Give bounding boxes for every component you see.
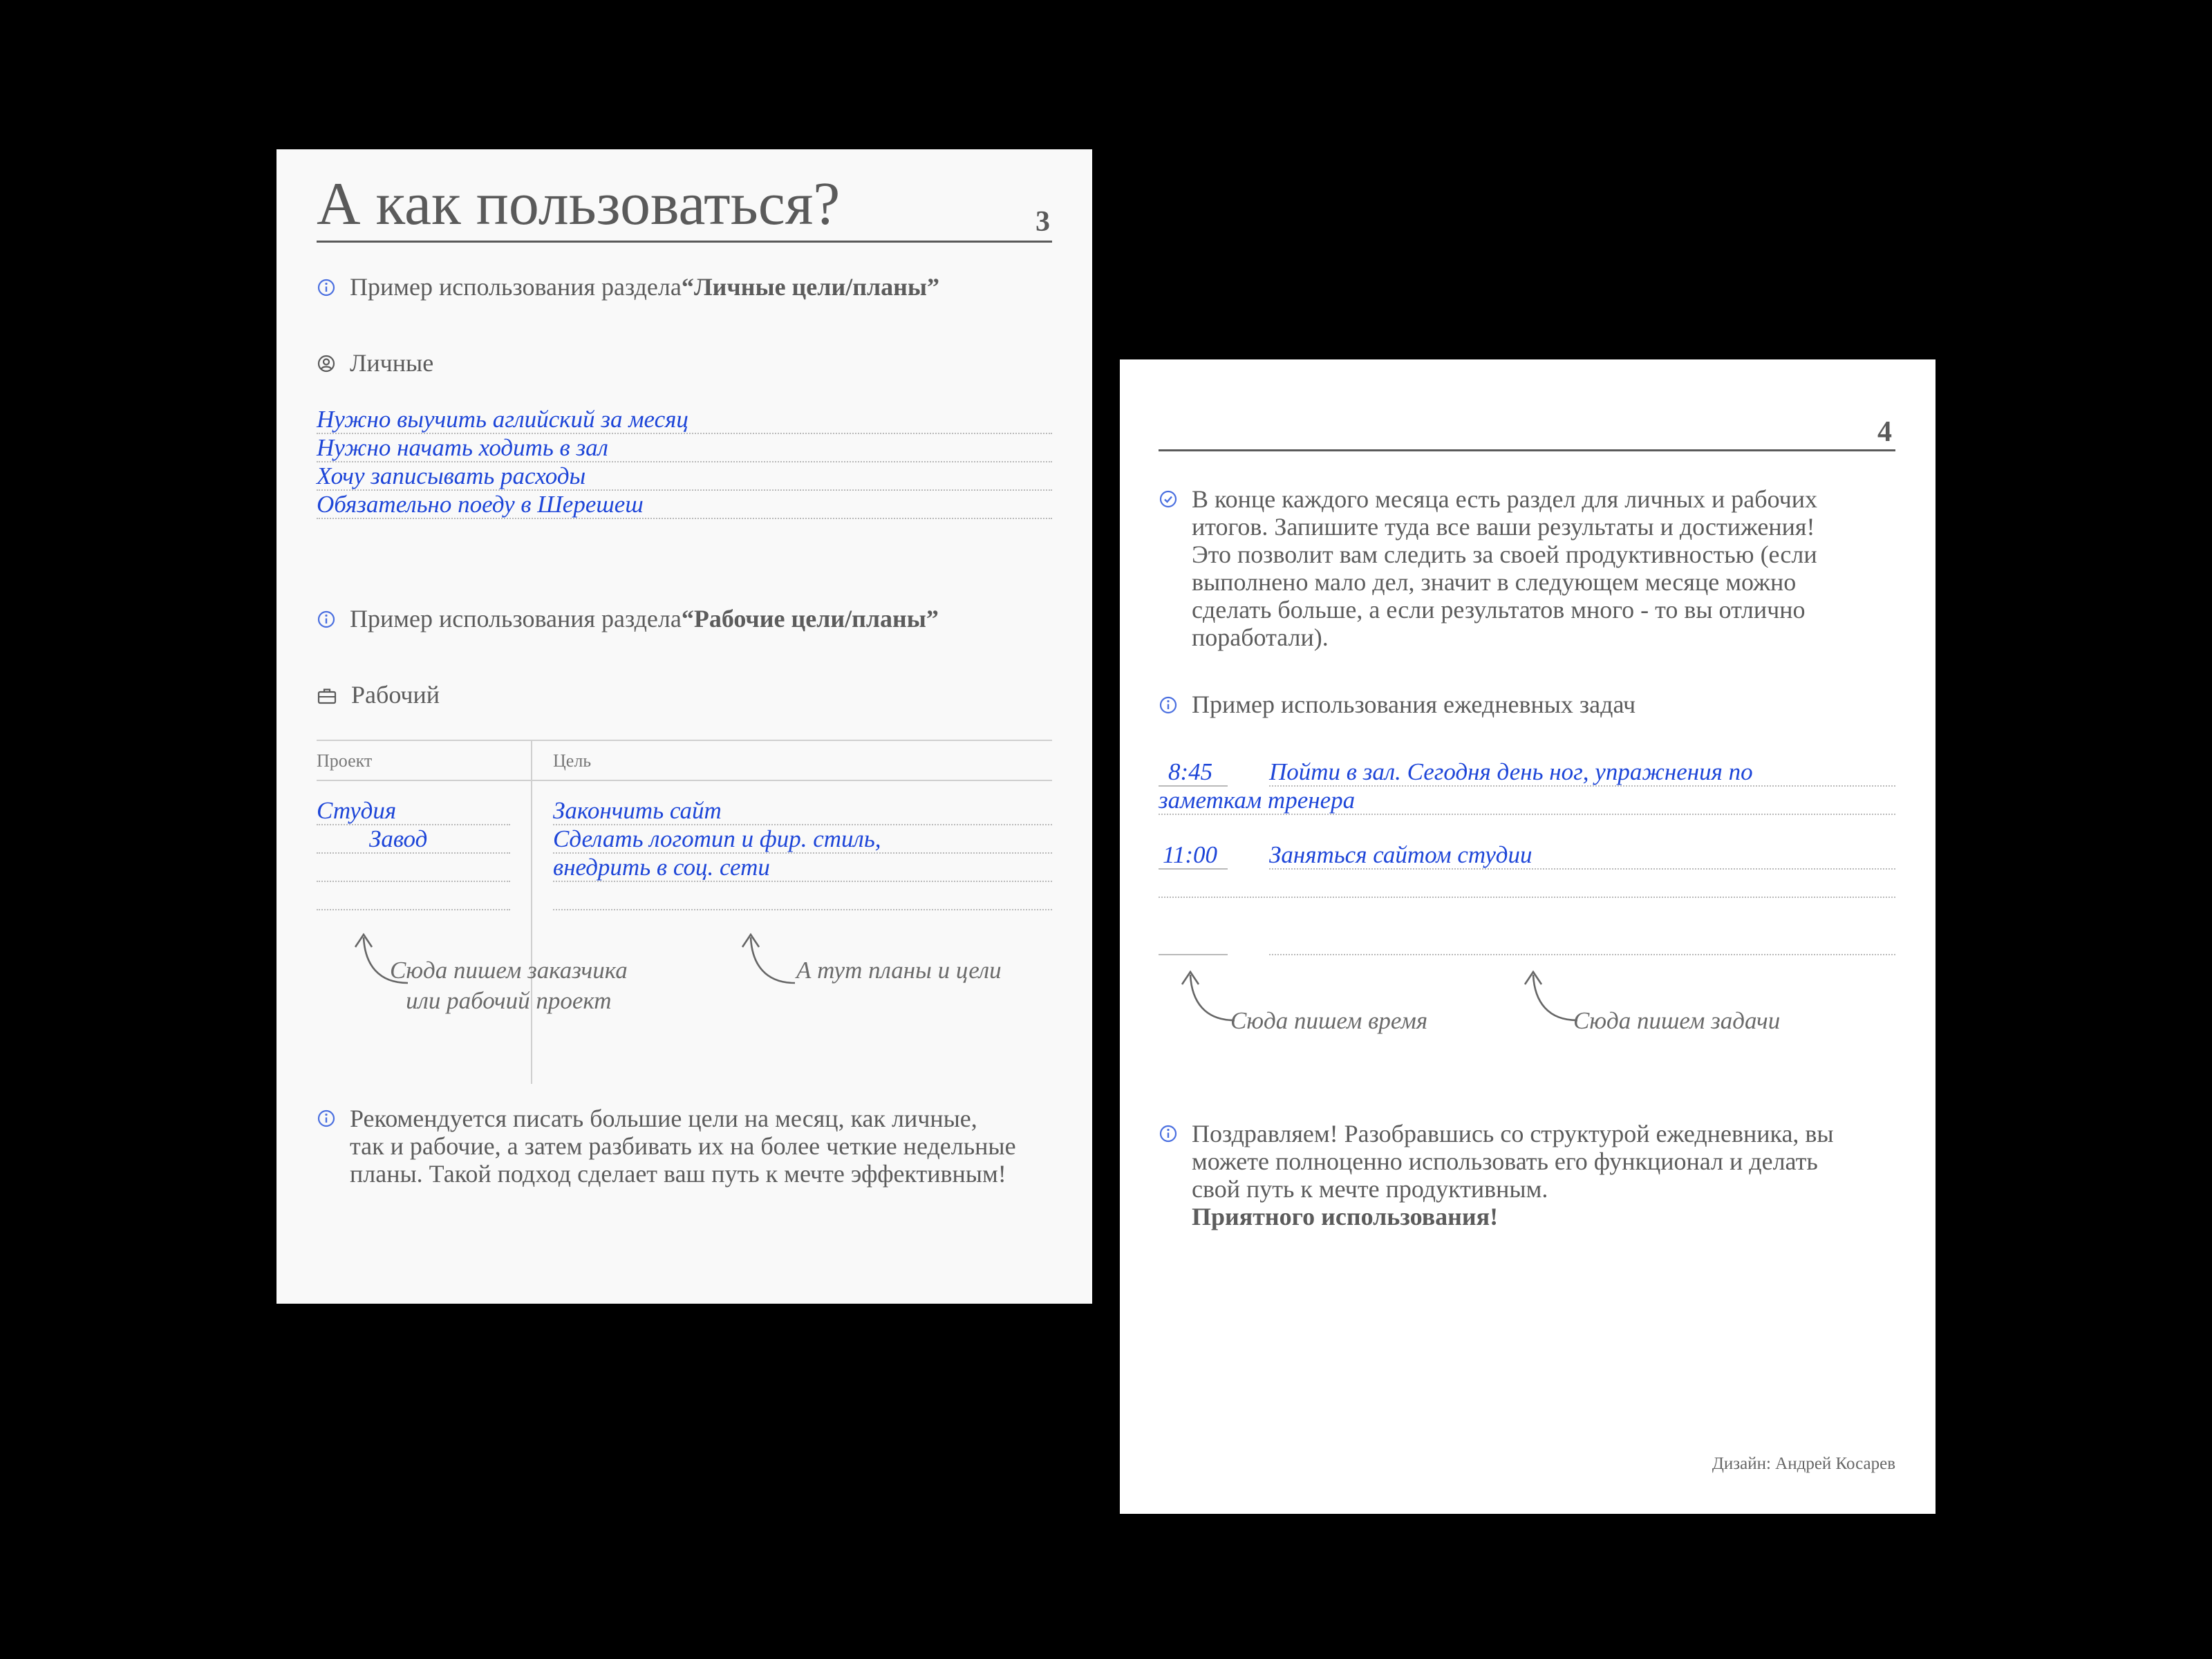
note-task: Сюда пишем задачи xyxy=(1573,1007,1781,1034)
task-time: 8:45 xyxy=(1168,758,1213,785)
dotted-line xyxy=(317,518,1052,519)
task-time: 11:00 xyxy=(1163,841,1218,868)
dotted-line xyxy=(317,881,510,882)
goal-item: Закончить сайт xyxy=(553,797,722,824)
check-circle-icon xyxy=(1159,489,1178,509)
note-line: Сюда пишем заказчика xyxy=(390,957,628,984)
work-section-label: Рабочий xyxy=(351,681,440,709)
congratulations xyxy=(1159,1120,1834,1230)
task-text: Пойти в зал. Сегодня день ног, упражнения по xyxy=(1269,758,1753,785)
note-project xyxy=(390,955,628,1016)
recommendation-text xyxy=(350,1105,1016,1188)
dotted-line xyxy=(317,852,510,854)
text-line: планы. Такой подход сделает ваш путь к мечте эффективным! xyxy=(350,1160,1006,1188)
dotted-line xyxy=(553,881,1052,882)
project-item: Студия xyxy=(317,797,397,824)
note-time: Сюда пишем время xyxy=(1230,1007,1428,1034)
column-header-project: Проект xyxy=(317,751,373,771)
info-icon xyxy=(1159,695,1178,715)
time-underline xyxy=(1159,954,1228,955)
personal-item: Обязательно поеду в Шерешеш xyxy=(317,491,644,518)
curved-arrow-icon xyxy=(1163,968,1239,1044)
personal-item: Нужно начать ходить в зал xyxy=(317,434,608,461)
briefcase-icon xyxy=(317,686,337,705)
page-number: 3 xyxy=(1035,206,1050,238)
dotted-line xyxy=(1269,868,1895,870)
personal-section-label: Личные xyxy=(350,349,434,377)
note-goal: А тут планы и цели xyxy=(796,957,1002,984)
task-text: Заняться сайтом студии xyxy=(1269,841,1533,868)
text-line: Рекомендуется писать большие цели на месяц, как личные, xyxy=(350,1105,977,1132)
text-line: так и рабочие, а затем разбивать их на более четкие недельные xyxy=(350,1132,1016,1160)
dotted-line xyxy=(1159,897,1895,898)
page-number: 4 xyxy=(1877,416,1892,448)
personal-intro-section: “Личные цели/планы” xyxy=(681,273,939,301)
text-line: итогов. Запишите туда все ваши результаты и достижения! xyxy=(1192,513,1815,541)
closing-line: Приятного использования! xyxy=(1192,1203,1499,1230)
table-divider xyxy=(531,740,532,1084)
header-rule xyxy=(1159,449,1895,451)
personal-item: Нужно выучить аглийский за месяц xyxy=(317,406,688,433)
text-line: свой путь к мечте продуктивным. xyxy=(1192,1175,1548,1203)
dotted-line xyxy=(1269,785,1895,787)
text-line: выполнено мало дел, значит в следующем месяце можно xyxy=(1192,568,1797,596)
personal-section-heading xyxy=(317,348,433,378)
user-circle-icon xyxy=(317,354,336,373)
time-underline xyxy=(1159,868,1228,870)
work-intro-section: “Рабочие цели/планы” xyxy=(681,605,939,632)
work-intro xyxy=(317,604,939,634)
info-icon xyxy=(317,278,336,297)
daily-intro-text: Пример использования ежедневных задач xyxy=(1192,691,1636,718)
text-line: Поздравляем! Разобравшись со структурой ежедневника, вы xyxy=(1192,1120,1834,1147)
month-summary xyxy=(1159,485,1817,651)
month-summary-text xyxy=(1192,485,1817,651)
info-icon xyxy=(317,610,336,629)
info-icon xyxy=(1159,1124,1178,1143)
page-4 xyxy=(1120,359,1936,1514)
project-item: Завод xyxy=(369,825,428,852)
text-line: поработали). xyxy=(1192,624,1329,651)
curved-arrow-icon xyxy=(1506,968,1582,1044)
note-line: или рабочий проект xyxy=(406,986,612,1014)
table-top-line xyxy=(317,740,1052,741)
title-underline xyxy=(317,241,1052,243)
dotted-line xyxy=(553,852,1052,854)
text-line: можете полноценно использовать его функционал и делать xyxy=(1192,1147,1818,1175)
personal-intro-text: Пример использования раздела xyxy=(350,273,682,301)
work-intro-text: Пример использования раздела xyxy=(350,605,682,632)
design-credit: Дизайн: Андрей Косарев xyxy=(1712,1454,1895,1473)
goal-item: внедрить в соц. сети xyxy=(553,854,770,881)
dotted-line xyxy=(317,909,510,910)
text-line: Это позволит вам следить за своей продуктивностью (если xyxy=(1192,541,1817,568)
task-text-continued: заметкам тренера xyxy=(1159,787,1356,814)
goal-item: Сделать логотип и фир. стиль, xyxy=(553,825,881,852)
dotted-line xyxy=(317,824,510,825)
dotted-line xyxy=(1159,814,1895,815)
dotted-line xyxy=(553,909,1052,910)
congratulations-text xyxy=(1192,1120,1834,1230)
page-3 xyxy=(276,149,1092,1304)
curved-arrow-icon xyxy=(723,930,799,1006)
info-icon xyxy=(317,1109,336,1128)
daily-intro xyxy=(1159,690,1635,720)
dotted-line xyxy=(553,824,1052,825)
column-header-goal: Цель xyxy=(553,751,592,771)
page-title: А как пользоваться? xyxy=(317,171,841,238)
text-line: сделать больше, а если результатов много - то вы отлично xyxy=(1192,596,1806,624)
personal-intro xyxy=(317,272,939,302)
text-line: В конце каждого месяца есть раздел для личных и рабочих xyxy=(1192,485,1818,513)
dotted-line xyxy=(1269,954,1895,955)
table-header-line xyxy=(317,780,1052,781)
recommendation xyxy=(317,1105,1016,1188)
work-section-heading xyxy=(317,680,440,710)
personal-item: Хочу записывать расходы xyxy=(317,462,586,489)
